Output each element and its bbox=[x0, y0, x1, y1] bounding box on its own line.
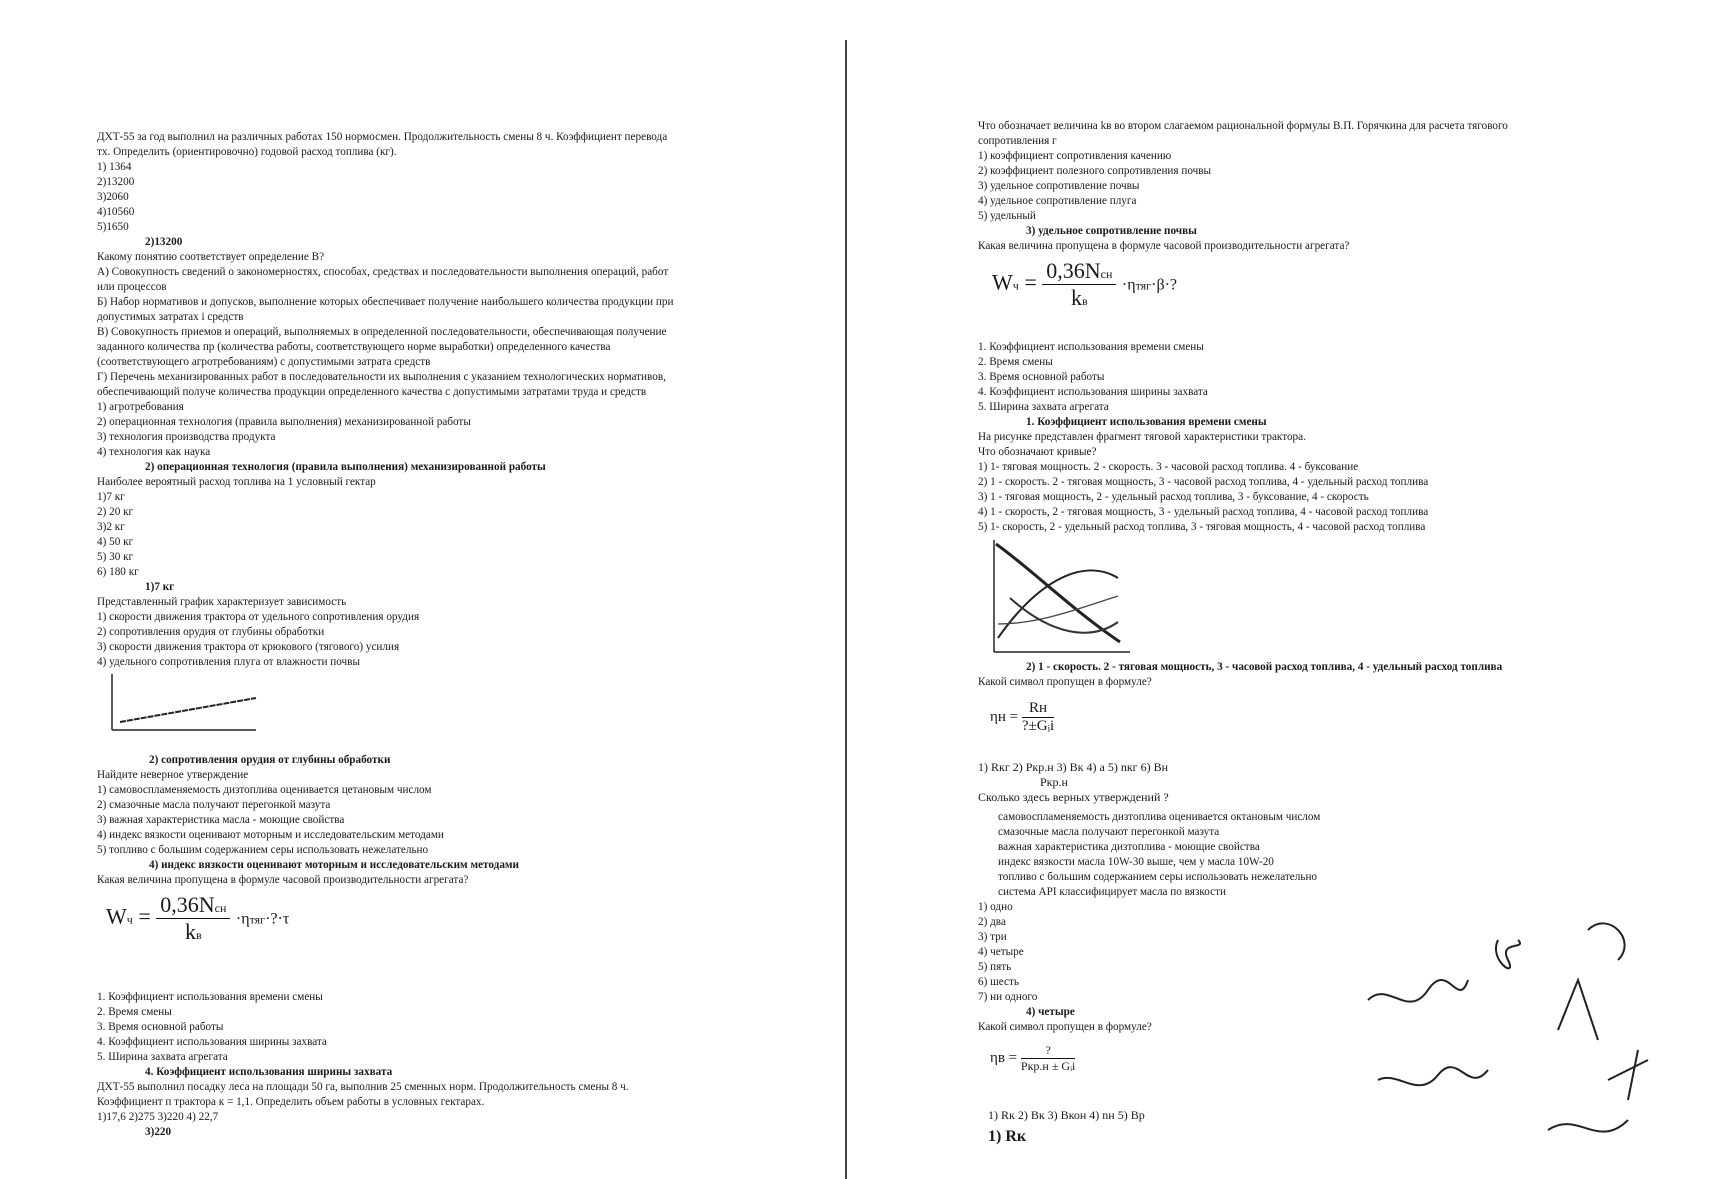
option: 1) одно bbox=[978, 901, 1013, 913]
option: 5) удельный bbox=[978, 210, 1036, 222]
answer: 3) удельное сопротивление почвы bbox=[1026, 225, 1197, 237]
question-text: На рисунке представлен фрагмент тяговой характеристики трактора. bbox=[978, 431, 1306, 443]
formula-numerator bbox=[1042, 258, 1116, 285]
formula-tail: ·η bbox=[235, 910, 250, 928]
formula-w: W bbox=[106, 903, 127, 929]
option: 2) сопротивления орудия от глубины обработки bbox=[97, 626, 325, 638]
question-text: заданного количества пр (количества работы, соответствующего норме выработки) определенного качества bbox=[97, 341, 611, 353]
option: 4) 50 кг bbox=[97, 536, 134, 548]
question-text: Представленный график характеризует зависимость bbox=[97, 596, 347, 608]
question-text: Какая величина пропущена в формуле часовой производительности агрегата? bbox=[97, 874, 469, 886]
option: 2) коэффициент полезного сопротивления почвы bbox=[978, 165, 1212, 177]
option: 2) операционная технология (правила выполнения) механизированной работы bbox=[97, 416, 471, 428]
option: 3) скорости движения трактора от крюкового (тягового) усилия bbox=[97, 641, 400, 653]
question-text: Наиболее вероятный расход топлива на 1 условный гектар bbox=[97, 476, 376, 488]
option: 4) удельного сопротивления плуга от влажности почвы bbox=[97, 656, 360, 668]
formula-end: ·?·τ bbox=[265, 910, 290, 928]
question-3 bbox=[97, 475, 376, 595]
option: 3. Время основной работы bbox=[97, 1021, 224, 1033]
option: 1) 1- тяговая мощность. 2 - скорость. 3 - часовой расход топлива. 4 - буксование bbox=[978, 461, 1359, 473]
option: 5) 1- скорость, 2 - удельный расход топлива, 3 - тяговая мощность, 4 - часовой расход топлива bbox=[978, 521, 1426, 533]
formula-denominator bbox=[1042, 285, 1116, 311]
formula-w: W bbox=[992, 269, 1013, 295]
question-text: обеспечивающий получе количества продукции определенного качества с допустимыми затратами труда и средств bbox=[97, 386, 647, 398]
option: 6) шесть bbox=[978, 976, 1019, 988]
option: 4) технология как наука bbox=[97, 446, 211, 458]
handwriting-scribble bbox=[1348, 880, 1678, 1170]
question-text: Какой символ пропущен в формуле? bbox=[978, 676, 1152, 688]
question-r1 bbox=[978, 119, 1508, 254]
den-text: k bbox=[184, 919, 196, 944]
option: 2) два bbox=[978, 916, 1006, 928]
formula-lhs: ηн = bbox=[990, 708, 1019, 725]
option: 2) 1 - скорость. 2 - тяговая мощность, 3 - часовой расход топлива, 4 - удельный расход топлива bbox=[978, 476, 1429, 488]
option: 1) скорости движения трактора от удельного сопротивления орудия bbox=[97, 611, 420, 623]
formula-denominator bbox=[156, 919, 230, 945]
option: 2. Время смены bbox=[97, 1006, 172, 1018]
formula-eq: = bbox=[138, 903, 151, 929]
formula-fraction bbox=[1022, 700, 1054, 735]
productivity-formula bbox=[106, 892, 289, 945]
formula-tail-sub: тяг bbox=[249, 912, 266, 927]
formula-w-sub: ч bbox=[1012, 278, 1019, 293]
question-6 bbox=[97, 990, 629, 1140]
option: 4) 1 - скорость, 2 - тяговая мощность, 3 - удельный расход топлива, 4 - часовой расход топлива bbox=[978, 506, 1429, 518]
option: 1)7 кг bbox=[97, 491, 125, 503]
efficiency-formula bbox=[990, 700, 1054, 735]
num-sub: сн bbox=[214, 901, 227, 915]
question-text: Найдите неверное утверждение bbox=[97, 769, 249, 781]
right-page bbox=[848, 0, 1722, 1179]
productivity-formula-right bbox=[992, 258, 1177, 311]
den-sub: в bbox=[195, 928, 202, 942]
option: 2) 20 кг bbox=[97, 506, 134, 518]
num-sub: сн bbox=[1100, 267, 1113, 281]
option: 4) четыре bbox=[978, 946, 1024, 958]
option: 1) самовоспламеняемость дизтоплива оценивается цетановым числом bbox=[97, 784, 432, 796]
question-r3-answer bbox=[978, 660, 1502, 690]
question-text: допустимых затратах i средств bbox=[97, 311, 244, 323]
formula-numerator: ? bbox=[1021, 1043, 1075, 1059]
answer: 1) Rк bbox=[988, 1128, 1027, 1145]
option: 2. Время смены bbox=[978, 356, 1053, 368]
answer: Ркр.н bbox=[1040, 775, 1068, 789]
formula-eq: = bbox=[1024, 269, 1037, 295]
answer: 1. Коэффициент использования времени смены bbox=[1026, 416, 1267, 428]
question-r5 bbox=[978, 810, 1320, 1035]
option: 4) индекс вязкости оценивают моторным и исследовательским методами bbox=[97, 829, 444, 841]
answer: 4. Коэффициент использования ширины захвата bbox=[145, 1066, 393, 1078]
option: 4) удельное сопротивление плуга bbox=[978, 195, 1137, 207]
option: 5) пять bbox=[978, 961, 1012, 973]
option: 4)10560 bbox=[97, 206, 135, 218]
option: 3) важная характеристика масла - моющие свойства bbox=[97, 814, 345, 826]
question-text: Сколько здесь верных утверждений ? bbox=[978, 790, 1169, 804]
question-4-answer bbox=[97, 753, 390, 768]
den-sub: в bbox=[1081, 294, 1088, 308]
question-text: Г) Перечень механизированных работ в последовательности их выполнения с указанием технологических нормативов, bbox=[97, 371, 666, 383]
num-text: 0,36N bbox=[1046, 258, 1101, 283]
question-r2 bbox=[978, 340, 1428, 535]
question-5 bbox=[97, 768, 519, 888]
bullet: топливо с большим содержанием серы использовать нежелательно bbox=[998, 871, 1318, 883]
option: 1)17,6 2)275 3)220 4) 22,7 bbox=[97, 1111, 219, 1123]
answer: 2) 1 - скорость. 2 - тяговая мощность, 3 - часовой расход топлива, 4 - удельный расход топлива bbox=[1026, 661, 1503, 673]
option: 4. Коэффициент использования ширины захвата bbox=[97, 1036, 327, 1048]
option: 3) три bbox=[978, 931, 1007, 943]
option: 7) ни одного bbox=[978, 991, 1038, 1003]
option: 5) 30 кг bbox=[97, 551, 134, 563]
option: 1) 1364 bbox=[97, 161, 132, 173]
dependency-graph bbox=[108, 672, 258, 734]
bullet: важная характеристика дизтоплива - моющие свойства bbox=[998, 841, 1260, 853]
den-text: k bbox=[1070, 285, 1082, 310]
option: 3)2 кг bbox=[97, 521, 125, 533]
num-text: 0,36N bbox=[160, 892, 215, 917]
answer: 4) индекс вязкости оценивают моторным и исследовательским методами bbox=[149, 859, 519, 871]
bullet: самовоспламеняемость дизтоплива оценивается октановым числом bbox=[998, 811, 1321, 823]
formula-end: ·β·? bbox=[1151, 276, 1178, 294]
formula-tail: ·η bbox=[1121, 276, 1136, 294]
answer: 2) сопротивления орудия от глубины обработки bbox=[149, 754, 391, 766]
left-page bbox=[0, 0, 845, 1179]
option: 4. Коэффициент использования ширины захвата bbox=[978, 386, 1208, 398]
formula-w-sub: ч bbox=[126, 912, 133, 927]
bullet: смазочные масла получают перегонкой мазута bbox=[998, 826, 1220, 838]
formula-tail-sub: тяг bbox=[1135, 278, 1152, 293]
option: 2)13200 bbox=[97, 176, 135, 188]
option: 1. Коэффициент использования времени смены bbox=[97, 991, 323, 1003]
option: 5) топливо с большим содержанием серы использовать нежелательно bbox=[97, 844, 429, 856]
question-2 bbox=[97, 250, 674, 475]
question-text: или процессов bbox=[97, 281, 167, 293]
option: 5)1650 bbox=[97, 221, 129, 233]
bullet: система API классифицирует масла по вязкости bbox=[998, 886, 1226, 898]
option: 3) 1 - тяговая мощность, 2 - удельный расход топлива, 3 - буксование, 4 - скорость bbox=[978, 491, 1369, 503]
options-line: 1) Rкг 2) Pкр.н 3) Bк 4) а 5) nкг 6) Bн bbox=[978, 760, 1168, 774]
option: 3) технология производства продукта bbox=[97, 431, 276, 443]
question-text: сопротивления г bbox=[978, 135, 1057, 147]
question-text: А) Совокупность сведений о закономерностях, способах, средствах и последовательности выполнения операций, работ bbox=[97, 266, 669, 278]
formula-lhs: ηв = bbox=[990, 1049, 1018, 1066]
answer: 4) четыре bbox=[1026, 1006, 1075, 1018]
question-text: ДХТ-55 за год выполнил на различных работах 150 нормосмен. Продолжительность смены 8 ч. Коэффициент перевода bbox=[97, 131, 668, 143]
efficiency-formula-2 bbox=[990, 1043, 1075, 1074]
question-text: (соответствующего агротребованиям) с допустимыми затрата средств bbox=[97, 356, 431, 368]
formula-fraction bbox=[1042, 258, 1116, 311]
traction-characteristic-graph bbox=[990, 538, 1135, 656]
question-1 bbox=[97, 130, 667, 250]
option: 5. Ширина захвата агрегата bbox=[97, 1051, 228, 1063]
question-text: Что обозначают кривые? bbox=[978, 446, 1097, 458]
answer: 2) операционная технология (правила выполнения) механизированной работы bbox=[145, 461, 546, 473]
answer: 1)7 кг bbox=[145, 581, 175, 593]
question-r4 bbox=[978, 760, 1169, 805]
options-line: 1) Rк 2) Bк 3) Bкон 4) nн 5) Bр bbox=[988, 1108, 1145, 1122]
option: 1) агротребования bbox=[97, 401, 184, 413]
question-text: ДХТ-55 выполнил посадку леса на площади 50 га, выполнив 25 сменных норм. Продолжительность смены 8 ч. bbox=[97, 1081, 629, 1093]
option: 3)2060 bbox=[97, 191, 129, 203]
formula-numerator bbox=[156, 892, 230, 919]
graph-line bbox=[120, 698, 256, 722]
question-4 bbox=[97, 595, 419, 670]
curve-3 bbox=[998, 596, 1118, 624]
question-text: В) Совокупность приемов и операций, выполняемых в определенной последовательности, обеспечивающая получение bbox=[97, 326, 667, 338]
question-text: тх. Определить (ориентировочно) годовой расход топлива (кг). bbox=[97, 146, 397, 158]
option: 1) коэффициент сопротивления качению bbox=[978, 150, 1172, 162]
answer: 3)220 bbox=[145, 1126, 172, 1138]
option: 1. Коэффициент использования времени смены bbox=[978, 341, 1204, 353]
question-text: Коэффициент п трактора к = 1,1. Определить объем работы в условных гектарах. bbox=[97, 1096, 485, 1108]
option: 3. Время основной работы bbox=[978, 371, 1105, 383]
page-divider bbox=[845, 40, 847, 1179]
question-r6 bbox=[988, 1108, 1145, 1144]
option: 2) смазочные масла получают перегонкой мазута bbox=[97, 799, 331, 811]
question-text: Какому понятию соответствует определение В? bbox=[97, 251, 325, 263]
formula-fraction bbox=[156, 892, 230, 945]
option: 6) 180 кг bbox=[97, 566, 139, 578]
question-text: Что обозначает величина kв во втором слагаемом рациональной формулы В.П. Горячкина для расчета тягового bbox=[978, 120, 1508, 132]
formula-denominator: Pкр.н ± Gᵢi bbox=[1020, 1059, 1076, 1073]
answer: 2)13200 bbox=[145, 236, 183, 248]
question-text: Б) Набор нормативов и допусков, выполнение которых обеспечивает получение наибольшего количества продукции при bbox=[97, 296, 674, 308]
question-text: Какой символ пропущен в формуле? bbox=[978, 1021, 1152, 1033]
formula-denominator: ?±Gᵢi bbox=[1021, 718, 1055, 734]
formula-fraction bbox=[1021, 1043, 1075, 1074]
bullet: индекс вязкости масла 10W-30 выше, чем у масла 10W-20 bbox=[998, 856, 1274, 868]
question-text: Какая величина пропущена в формуле часовой производительности агрегата? bbox=[978, 240, 1350, 252]
formula-numerator: Rн bbox=[1022, 700, 1054, 718]
option: 5. Ширина захвата агрегата bbox=[978, 401, 1109, 413]
option: 3) удельное сопротивление почвы bbox=[978, 180, 1140, 192]
